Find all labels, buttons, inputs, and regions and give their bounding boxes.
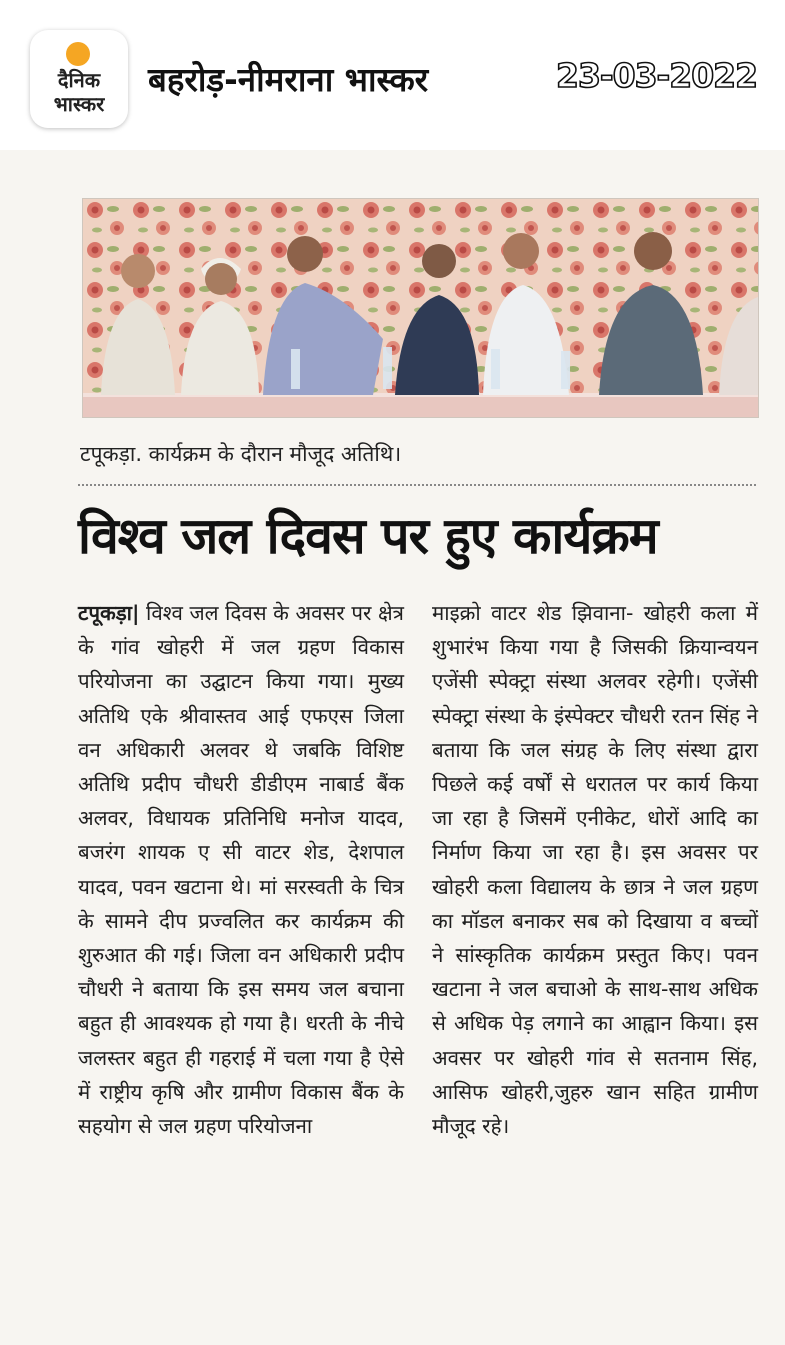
article-column-right	[432, 596, 758, 1143]
edition-title: बहरोड़-नीमराना भास्कर	[148, 60, 429, 99]
dainik-bhaskar-logo[interactable]	[30, 30, 128, 128]
sun-icon	[66, 42, 90, 66]
article-headline: विश्व जल दिवस पर हुए कार्यक्रम	[78, 507, 658, 565]
article-column-left	[78, 596, 404, 1143]
edition-date: 23-03-2022	[556, 56, 758, 95]
article-body-left: विश्व जल दिवस के अवसर पर क्षेत्र के गांव खोहरी में जल ग्रहण विकास परियोजना का उद्घाटन किया गया। मुख्य अतिथि एके श्रीवास्तव आई एफएस जिला वन अधिकारी अलवर थे जबकि विशिष्ट अतिथि प्रदीप चौधरी डीडीएम नाबार्ड बैंक अलवर, विधायक प्रतिनिधि मनोज यादव, बजरंग शायक ए सी वाटर शेड, देशपाल यादव, पवन खटाना थे। मां सरस्वती के चित्र के सामने दीप प्रज्वलित कर कार्यक्रम की शुरुआत की गई। जिला वन अधिकारी प्रदीप चौधरी ने बताया कि इस समय जल बचाना बहुत ही आवश्यक हो गया है। धरती के नीचे जलस्तर बहुत ही गहराई में चला गया है ऐसे में राष्ट्रीय कृषि और ग्रामीण विकास बैंक के सहयोग से जल ग्रहण परियोजना	[78, 601, 404, 1139]
logo-text-line2: भास्कर	[53, 92, 105, 116]
divider	[78, 484, 756, 486]
app-header	[0, 0, 785, 150]
article-body-right: माइक्रो वाटर शेड झिवाना- खोहरी कला में शुभारंभ किया गया है जिसकी क्रियान्वयन एजेंसी स्पेक्ट्रा संस्था अलवर रहेगी। एजेंसी स्पेक्ट्रा संस्था के इंस्पेक्टर चौधरी रतन सिंह ने बताया कि जल संग्रह के लिए संस्था द्वारा पिछले कई वर्षों से धरातल पर कार्य किया जा रहा है जिसमें एनीकेट, धोरों आदि का निर्माण किया जा रहा है। इस अवसर पर खोहरी कला विद्यालय के छात्र ने जल ग्रहण का मॉडल बनाकर सब को दिखाया व बच्चों ने सांस्कृतिक कार्यक्रम प्रस्तुत किए। पवन खटाना ने जल बचाओ के साथ-साथ अधिक से अधिक पेड़ लगाने का आह्वान किया। इस अवसर पर खोहरी गांव से सतनाम सिंह, आसिफ खोहरी,जुहरु खान सहित ग्रामीण मौजूद रहे।	[432, 601, 758, 1139]
photo-caption: टपूकड़ा. कार्यक्रम के दौरान मौजूद अतिथि।	[80, 442, 402, 466]
logo-text-line1: दैनिक	[57, 68, 101, 92]
dateline: टपूकड़ा|	[78, 601, 140, 625]
event-photo[interactable]	[82, 198, 759, 418]
